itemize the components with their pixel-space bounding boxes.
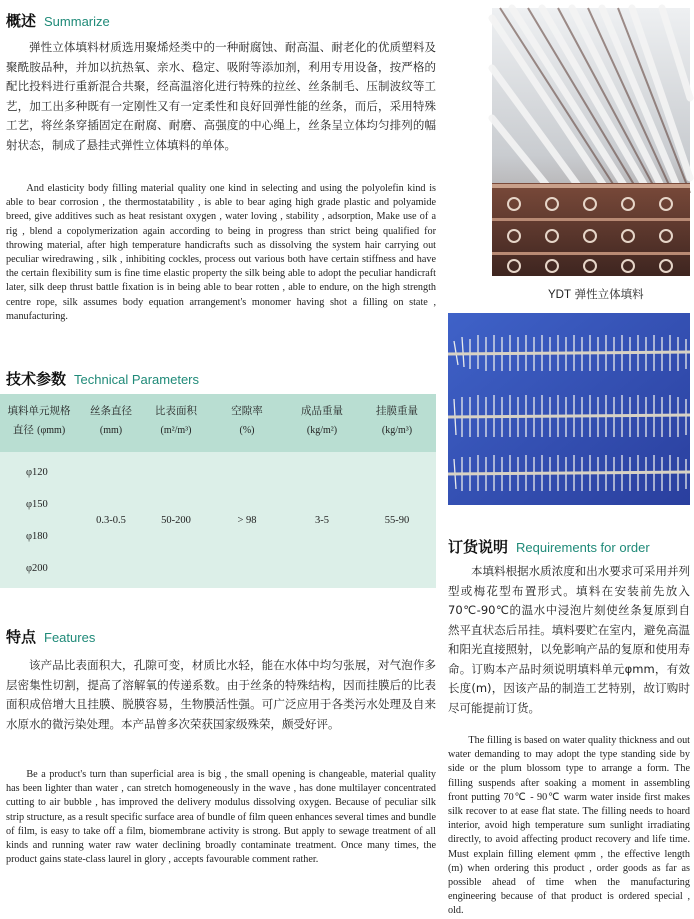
summarize-heading: [6, 10, 110, 31]
diameter-120: φ120: [26, 467, 48, 478]
caption-name: 弹性立体填料: [574, 287, 644, 301]
installed-filler-photo: [492, 8, 690, 276]
order-title-en: Requirements for order: [516, 540, 650, 555]
technical-parameters-table: [0, 394, 436, 588]
value-filament: 0.3-0.5: [96, 515, 126, 526]
col-header-spec: 填料单元规格 直径 (φmm): [7, 405, 71, 436]
value-porosity: > 98: [237, 515, 257, 526]
col-header-filament: 丝条直径 (mm): [90, 405, 132, 436]
value-weight: 3-5: [315, 515, 329, 526]
order-heading: [448, 536, 650, 557]
photo-caption: [548, 286, 644, 302]
summarize-title-en: Summarize: [44, 14, 110, 29]
features-title-en: Features: [44, 630, 96, 645]
summarize-title-cn: 概述: [6, 12, 37, 30]
features-heading: [6, 626, 95, 647]
value-surface: 50-200: [161, 515, 191, 526]
features-en-text: Be a product's turn than superficial area is big , the small opening is changeable, material quality has been lighter than water , can stretch homogeneously in the wave , has done multilayer concentrated cutting to air bubble , has improved the delivery modulus dissolving oxygen. Because of peculiar silk strip structure, as a result specific surface area of bundle of film queen enhances several times and bundle of film, is easy to take off a film, biomembrane activity is strong. But apply to sewage treatment of all kinds and running water raw water declining broadly contaminate treatment. Once many times, the product gains state-class laurel in glory , accepts favourable comment rather.: [6, 769, 436, 866]
summarize-cn-text: 弹性立体填料材质选用聚烯烃类中的一种耐腐蚀、耐高温、耐老化的优质塑料及聚酰胺品种，并加以抗热氧、亲水、稳定、吸附等添加剂，利用专用设备，按严格的配比投料进行重新混合共聚，经高温溶化进行特殊的拉丝、丝条制毛、压制波纹等工艺，加工出多种既有一定刚性又有一定柔性和良好回弹性能的丝条，而后，采用特殊工艺，将丝条穿插固定在耐腐、耐磨、高强度的中心绳上，丝条呈立体均匀排列的幅射状态，制成了悬挂式弹性立体填料的单体。: [6, 40, 436, 152]
order-en-text: The filling is based on water quality thickness and out water demanding to may adopt the type standing side by side or the plum blossom type to arrange a form. The filling suspends after soaking a moment in assembling front putting 70℃ - 90℃ warm water inside first makes silk recover to at ease flat state. The filling needs to hoard interior, avoid high temperature sum sunlight irradiating directly, to avoid affecting product recovery and life time. Must explain filling element φmm , the effective length (m) when ordering this product , order goods as far as possible ahead of time when the manufacturing engineering because of that product is ordered special , old.: [448, 735, 690, 917]
value-film-weight: 55-90: [384, 515, 410, 526]
caption-model: YDT: [548, 289, 571, 301]
technical-heading: [6, 368, 199, 389]
col-header-weight: 成品重量 (kg/m²): [301, 405, 343, 436]
diameter-180: φ180: [26, 531, 48, 542]
col-header-surface: 比表面积 (m²/m³): [155, 405, 197, 436]
features-title-cn: 特点: [6, 628, 37, 646]
diameter-200: φ200: [26, 563, 48, 574]
order-cn-text: 本填料根据水质浓度和出水要求可采用并列型或梅花型布置形式。填料在安装前先放入70℃-90℃的温水中浸泡片刻使丝条复原到自然平直状态后吊挂。填料要贮在室内，避免高温和阳光直接照射，以免影响产品的复原和使用寿命。订购本产品时须说明填料单元φmm，有效长度(m)，因该产品的制造工艺特别，故订购时尽可能提前订货。: [448, 564, 690, 715]
col-header-film-weight: 挂膜重量 (kg/m³): [376, 405, 418, 436]
order-title-cn: 订货说明: [448, 538, 509, 556]
summarize-en-text: And elasticity body filling material quality one kind in selecting and using the polyolefin kind is able to bear corrosion , the thermostatability , is able to bear aging high grade plastic and polyamide breed, give additives such as heat resistant oxygen , water loving , stability , adsorption, Make use of a rig , blend a copolymerization again according to being in progress than strict being qualified for throwing material, after high temperature handicrafts such as dissolving the system hair carrying out peculiar wiredrawing , silk , inhibiting cockles, process out various both have certain stiffness and have the certain flexibility sum is fine time elastic property the silk being able to adopt the peculiar handicraft later, silk deep thrust battle fixation is in being able to bear rotten , able to endure, on the high strength centre rope, silk assumes body equation arrangement's monomer having shot a filling on state , manufacturing.: [6, 183, 436, 322]
col-header-porosity: 空隙率 (%): [231, 405, 263, 436]
features-cn-text: 该产品比表面积大，孔隙可变，材质比水轻，能在水体中均匀张展，对气泡作多层密集性切割，提高了溶解氧的传递系数。由于丝条的特殊结构，因而挂膜后的比表面积成倍增大且挂膜、脱膜容易，生物膜活性强。可广泛应用于各类污水处理及自来水原水的微污染处理。本产品曾多次荣获国家级殊荣，颇受好评。: [6, 658, 436, 731]
filler-units-photo: [448, 313, 690, 505]
technical-title-cn: 技术参数: [6, 370, 67, 388]
technical-title-en: Technical Parameters: [74, 372, 200, 387]
diameter-150: φ150: [26, 499, 48, 510]
table-header-row: [0, 394, 436, 452]
